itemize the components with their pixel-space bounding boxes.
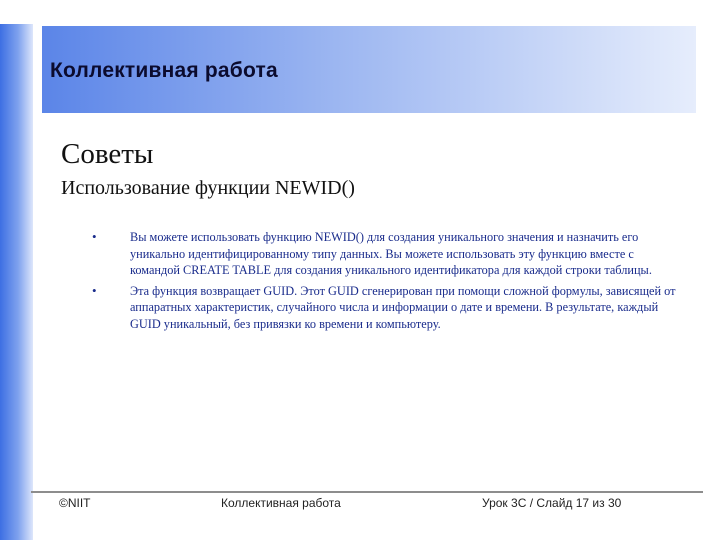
slide-title: Коллективная работа xyxy=(50,59,278,82)
bullet-text: Вы можете использовать функцию NEWID() для создания уникального значения и назначить его уникально идентифицированному типу данных. Вы можете использовать эту функцию вместе с командой CREATE TABLE для создания уникального идентификатора для каждой строки таблицы. xyxy=(130,230,652,277)
footer-page-number: Урок 3C / Слайд 17 из 30 xyxy=(482,496,622,510)
section-heading: Советы xyxy=(61,138,154,170)
bullet-list xyxy=(92,229,682,336)
footer-course-name: Коллективная работа xyxy=(221,496,341,510)
title-band xyxy=(42,26,696,113)
bullet-item xyxy=(92,283,682,333)
section-subheading: Использование функции NEWID() xyxy=(61,177,355,199)
bullet-icon: • xyxy=(92,282,97,298)
left-decorative-bar xyxy=(0,24,33,540)
footer-copyright: ©NIIT xyxy=(59,496,91,510)
footer-divider xyxy=(31,491,703,493)
bullet-item xyxy=(92,229,682,279)
bullet-text: Эта функция возвращает GUID. Этот GUID сгенерирован при помощи сложной формулы, зависящей от аппаратных характеристик, случайного числа и информации о дате и времени. В результате, каждый GUID уникальный, без привязки ко времени и компьютеру. xyxy=(130,283,676,331)
bullet-icon: • xyxy=(92,229,97,244)
